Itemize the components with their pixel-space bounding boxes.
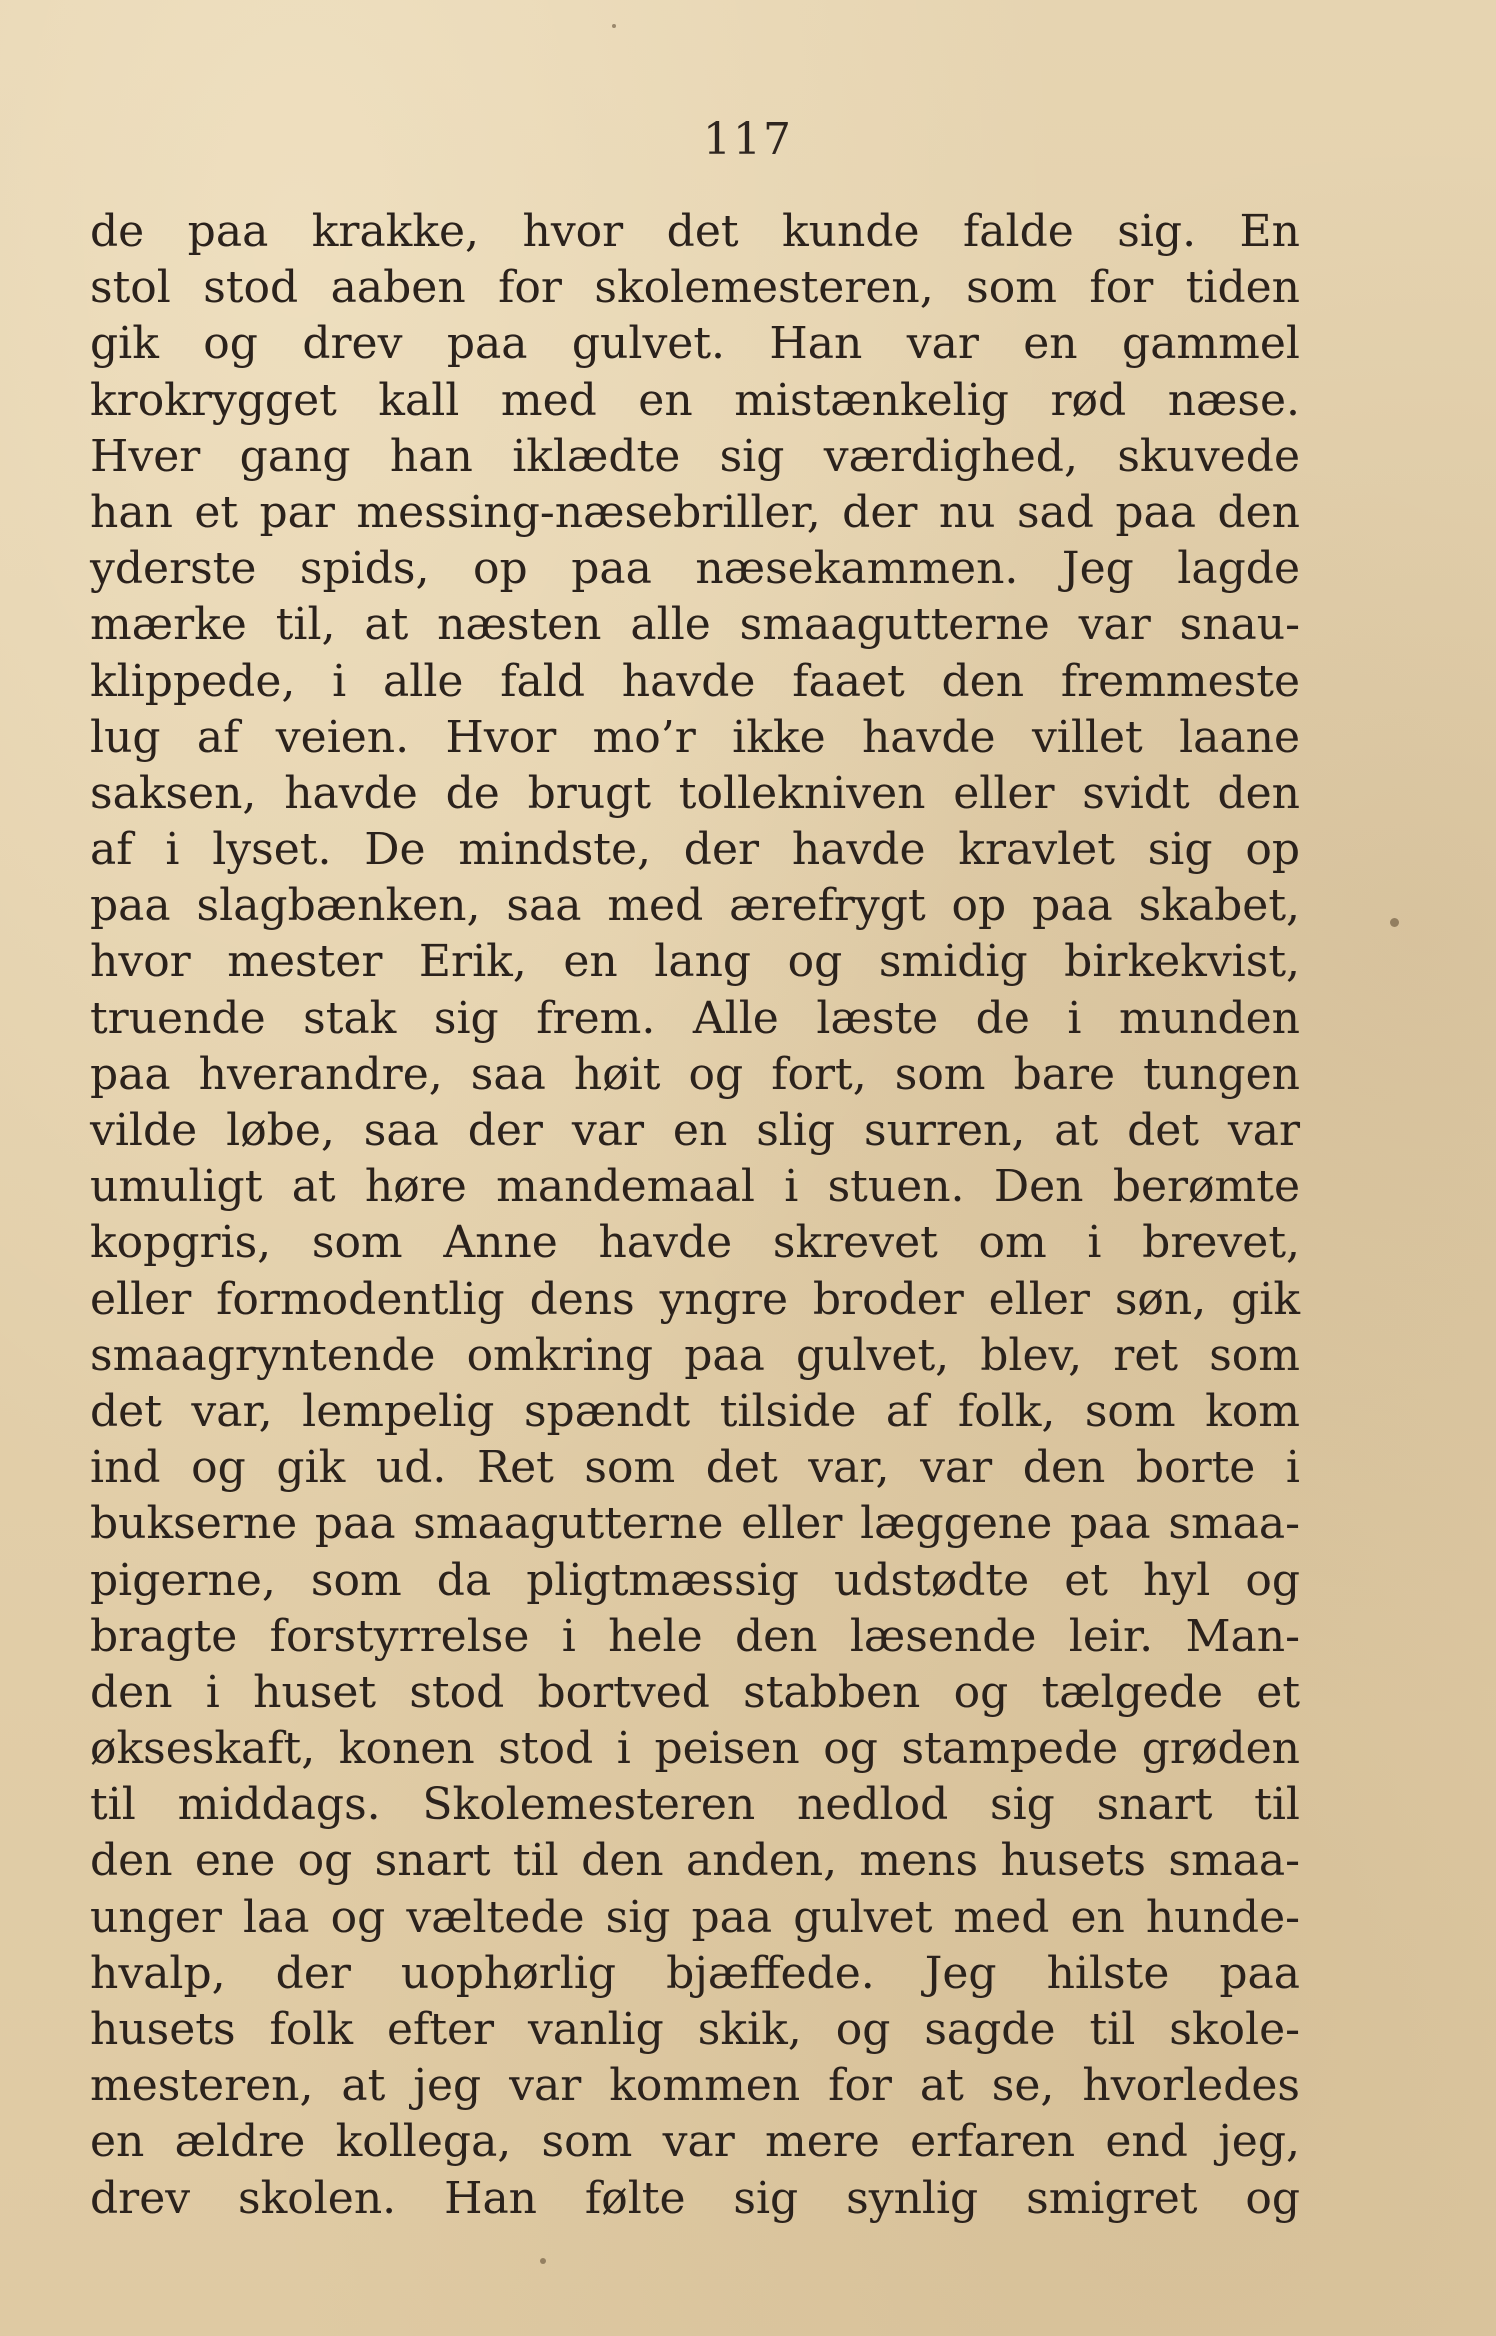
text-line: bragte forstyrrelse i hele den læsende leir. Man- [90,1610,1300,1662]
text-line: økseskaft, konen stod i peisen og stampede grøden [90,1723,1300,1775]
text-line: krokrygget kall med en mistænkelig rød næse. [90,374,1300,426]
text-line: de paa krakke, hvor det kunde falde sig. En [90,206,1300,257]
text-line: unger laa og væltede sig paa gulvet med en hunde- [90,1891,1300,1943]
text-line: klippede, i alle fald havde faaet den fremmeste [90,655,1300,707]
text-line: paa slagbænken, saa med ærefrygt op paa skabet, [90,880,1300,932]
text-line: en ældre kollega, som var mere erfaren end jeg, [90,2116,1300,2168]
paper-speck [1390,918,1399,927]
text-line: vilde løbe, saa der var en slig surren, at det var [90,1105,1300,1156]
text-line: Hver gang han iklædte sig værdighed, skuvede [90,430,1300,482]
paper-speck [540,2258,546,2264]
text-line: lug af veien. Hvor mo’r ikke havde villet laane [90,711,1300,763]
text-line: mærke til, at næsten alle smaagutterne var snau- [90,599,1300,651]
page-number: 117 [703,114,793,165]
body-text [90,204,1300,2227]
text-line: truende stak sig frem. Alle læste de i munden [90,992,1300,1044]
text-line: af i lyset. De mindste, der havde kravlet sig op [90,824,1300,876]
paper-speck [612,24,616,28]
text-line: husets folk efter vanlig skik, og sagde til skole- [90,2004,1300,2055]
text-line: den i huset stod bortved stabben og tælgede et [90,1666,1300,1718]
text-line: drev skolen. Han følte sig synlig smigret og [90,2172,1300,2224]
text-line: pigerne, som da pligtmæssig udstødte et hyl og [90,1554,1300,1606]
text-line: hvalp, der uophørlig bjæffede. Jeg hilste paa [90,1947,1300,1999]
text-line: gik og drev paa gulvet. Han var en gammel [90,318,1300,370]
text-line: mesteren, at jeg var kommen for at se, hvorledes [90,2060,1300,2112]
text-line: saksen, havde de brugt tollekniven eller svidt den [90,767,1300,819]
text-line: kopgris, som Anne havde skrevet om i brevet, [90,1217,1300,1269]
text-line: ind og gik ud. Ret som det var, var den borte i [90,1442,1300,1494]
text-line: den ene og snart til den anden, mens husets smaa- [90,1835,1300,1887]
text-line: eller formodentlig dens yngre broder eller søn, gik [90,1273,1300,1325]
text-line: yderste spids, op paa næsekammen. Jeg lagde [90,543,1300,595]
text-line: hvor mester Erik, en lang og smidig birkekvist, [90,936,1300,988]
text-line: det var, lempelig spændt tilside af folk, som kom [90,1385,1300,1437]
text-line: til middags. Skolemesteren nedlod sig snart til [90,1779,1300,1831]
text-line: smaagryntende omkring paa gulvet, blev, ret som [90,1329,1300,1381]
text-line: stol stod aaben for skolemesteren, som for tiden [90,262,1300,314]
text-line: bukserne paa smaagutterne eller læggene paa smaa- [90,1498,1300,1550]
text-line: han et par messing-næsebriller, der nu sad paa den [90,486,1300,538]
text-line: paa hverandre, saa høit og fort, som bare tungen [90,1048,1300,1100]
text-line: umuligt at høre mandemaal i stuen. Den berømte [90,1161,1300,1213]
